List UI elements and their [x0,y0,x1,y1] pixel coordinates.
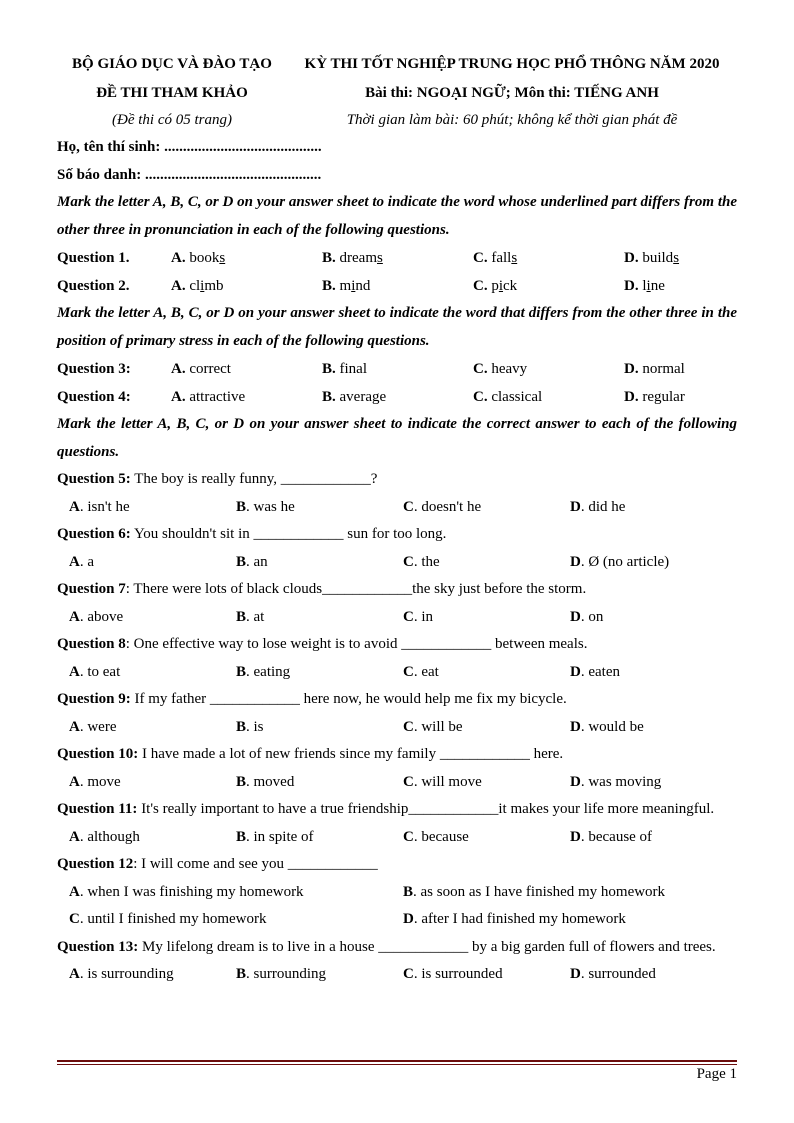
question-9-options [57,714,737,742]
option-a: A. move [69,773,121,790]
paper-type: ĐỀ THI THAM KHẢO [96,85,248,101]
page-number: Page 1 [696,1066,737,1082]
option-a: A. correct [171,361,231,377]
option-c: C. falls [473,250,518,266]
option-d: D. normal [624,361,685,377]
option-d: D. after I had finished my homework [403,911,626,927]
option-a: A. climb [171,278,224,294]
option-d: D. would be [570,718,644,735]
option-d: D. eaten [570,663,620,680]
question-13-options [57,961,737,989]
page-count: (Đề thi có 05 trang) [112,112,232,128]
option-d: D. was moving [570,773,662,790]
option-b: B. is [236,718,264,735]
option-a: A. although [69,828,140,845]
question-label: Question 2. [57,278,130,294]
option-a: A. when I was finishing my homework [69,883,304,900]
exam-title: KỲ THI TỐT NGHIỆP TRUNG HỌC PHỔ THÔNG NĂM 2020 [304,56,720,72]
question-12-options-row2 [57,906,737,934]
option-b: B. dreams [322,250,383,266]
option-a: A. were [69,718,117,735]
question-1 [57,244,737,272]
option-b: B. final [322,361,368,377]
question-7: Question 7: There were lots of black clouds____________the sky just before the storm. [57,581,587,597]
question-9: Question 9: If my father ____________ here now, he would help me fix my bicycle. [57,691,567,707]
question-2 [57,272,737,300]
question-10: Question 10: I have made a lot of new friends since my family ____________ here. [57,746,564,762]
option-b: B. at [236,608,265,625]
option-a: A. is surrounding [69,966,174,982]
option-d: D. on [570,608,604,625]
question-6: Question 6: You shouldn't sit in ____________ sun for too long. [57,526,447,542]
option-b: B. was he [236,498,295,515]
question-12-options-row1 [57,879,737,907]
question-8-options [57,659,737,687]
option-a: A. to eat [69,663,121,680]
question-3 [57,355,737,383]
option-d: D. because of [570,828,653,845]
option-c: C. is surrounded [403,966,503,982]
header-row-1 [57,50,737,79]
time-limit: Thời gian làm bài: 60 phút; không kể thời gian phát đề [346,112,678,128]
section2-instruction: Mark the letter A, B, C, or D on your answer sheet to indicate the word that differs from the other three in the position of primary stress in each of the following questions. [57,305,737,349]
question-7-options [57,604,737,632]
option-c: C. will be [403,718,463,735]
option-c: C. the [403,553,440,570]
question-8: Question 8: One effective way to lose weight is to avoid ____________ between meals. [57,636,588,652]
question-12: Question 12: I will come and see you ____________ [57,856,378,872]
option-a: A. a [69,553,95,570]
question-13: Question 13: My lifelong dream is to live in a house ____________ by a big garden full of flowers and trees. [57,938,716,955]
option-d: D. line [624,278,665,294]
header-row-3 [57,108,737,133]
question-5: Question 5: The boy is really funny, ____________? [57,471,378,487]
header-row-2 [57,79,737,108]
subject: Bài thi: NGOẠI NGỮ; Môn thi: TIẾNG ANH [365,85,659,101]
option-a: A. attractive [171,389,246,405]
option-c: C. in [403,608,434,625]
option-c: C. pick [473,278,518,294]
section3-instruction: Mark the letter A, B, C, or D on your answer sheet to indicate the correct answer to each of the following questions. [57,416,737,460]
question-10-options [57,769,737,797]
option-b: B. an [236,553,268,570]
candidate-id-field: Số báo danh: ............................................... [57,167,322,183]
option-b: B. moved [236,773,295,790]
option-b: B. in spite of [236,828,314,845]
option-c: C. classical [473,389,543,405]
question-11-options [57,824,737,852]
option-b: B. surrounding [236,966,327,982]
ministry-name: BỘ GIÁO DỤC VÀ ĐÀO TẠO [72,56,272,72]
option-a: A. isn't he [69,498,130,515]
section1-instruction: Mark the letter A, B, C, or D on your answer sheet to indicate the word whose underlined part differs from the other three in pronunciation in each of the following questions. [57,194,737,238]
question-5-options [57,494,737,522]
option-d: D. regular [624,389,685,405]
question-11: Question 11: It's really important to have a true friendship____________it makes your life more meaningful. [57,801,715,817]
question-4 [57,383,737,411]
option-a: A. above [69,608,124,625]
option-d: D. builds [624,250,680,266]
footer-divider [57,1060,737,1065]
option-c: C. will move [403,773,482,790]
option-c: C. eat [403,663,439,680]
option-c: C. because [403,828,469,845]
question-label: Question 3: [57,361,131,377]
exam-page [57,50,737,989]
option-b: B. as soon as I have finished my homework [403,883,666,900]
option-a: A. books [171,250,226,266]
question-6-options [57,549,737,577]
question-label: Question 1. [57,250,130,266]
question-label: Question 4: [57,389,131,405]
option-b: B. eating [236,663,291,680]
option-d: D. did he [570,498,626,515]
option-b: B. mind [322,278,371,294]
option-c: C. doesn't he [403,498,482,515]
candidate-name-field: Họ, tên thí sinh: .......................................... [57,139,322,155]
option-b: B. average [322,389,387,405]
option-d: D. Ø (no article) [570,553,670,570]
option-c: C. until I finished my homework [69,911,267,927]
option-c: C. heavy [473,361,528,377]
option-d: D. surrounded [570,966,656,982]
